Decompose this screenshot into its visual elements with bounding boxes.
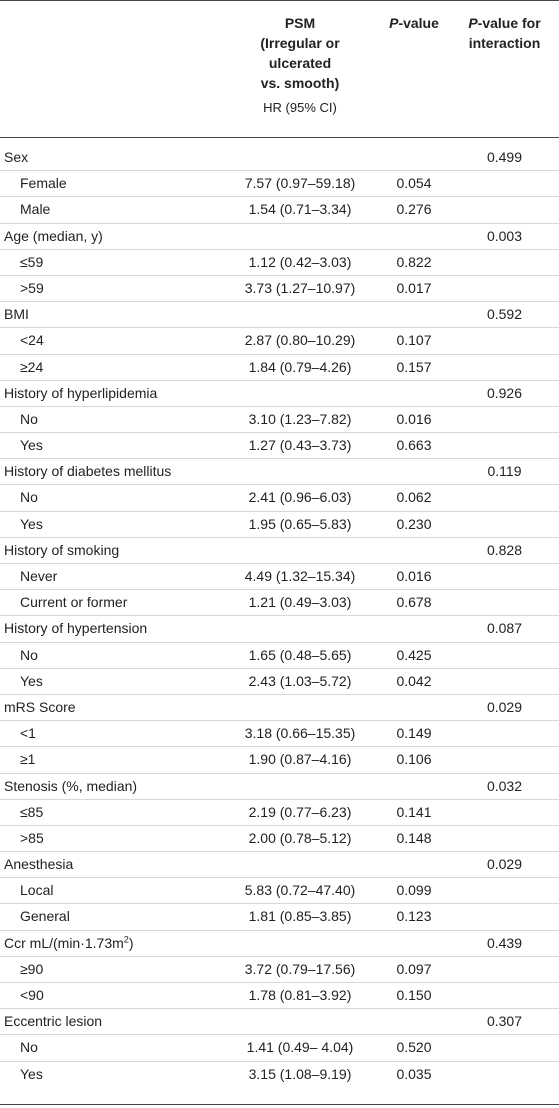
row-p-value: 0.230 (396, 515, 432, 532)
header-pint-italic: P (468, 15, 478, 31)
header-pint-rest: -value for (477, 15, 541, 31)
table-row-subgroup (0, 276, 559, 302)
row-hr-ci: 3.15 (1.08–9.19) (248, 1065, 352, 1082)
bottom-rule (0, 1104, 559, 1105)
row-hr-ci: 2.87 (0.80–10.29) (244, 332, 356, 349)
table-row-subgroup (0, 747, 559, 773)
row-label-text: Yes (20, 1065, 43, 1082)
row-p-interaction: 0.119 (487, 463, 522, 480)
header-pint-line2: interaction (468, 35, 541, 51)
row-label (4, 931, 133, 956)
row-p-interaction: 0.087 (486, 620, 523, 637)
row-label (4, 145, 28, 170)
row-label (20, 197, 50, 222)
row-p-value: 0.150 (396, 987, 432, 1003)
row-label-superscript: 2 (123, 933, 129, 944)
row-label (20, 957, 43, 982)
header-p-italic: P (389, 15, 399, 31)
row-p-value: 0.106 (396, 751, 432, 768)
row-label (4, 538, 119, 563)
row-hr-ci: 5.83 (0.72–47.40) (244, 882, 356, 899)
table-row-subgroup (0, 433, 559, 459)
row-label-text: History of diabetes mellitus (4, 463, 172, 480)
row-hr-ci: 1.41 (0.49– 4.04) (246, 1039, 354, 1056)
row-label-text: Current or former (20, 594, 128, 611)
row-label (20, 590, 127, 615)
row-label (4, 459, 171, 484)
row-label (4, 695, 76, 720)
row-p-interaction: 0.029 (486, 856, 523, 873)
table-row-subgroup (0, 250, 559, 276)
row-label (20, 1062, 43, 1087)
table-row-subgroup (0, 355, 559, 381)
row-label-text: Stenosis (%, median) (4, 777, 138, 794)
row-label-text: No (20, 410, 38, 427)
row-label-text: ≥1 (20, 751, 36, 768)
table-row-subgroup (0, 826, 559, 852)
table-row-category (0, 931, 559, 957)
row-p-value: 0.149 (396, 725, 432, 742)
row-p-value: 0.035 (396, 1065, 432, 1082)
table-row-subgroup (0, 328, 559, 354)
row-label (20, 983, 44, 1008)
row-label-text: BMI (4, 306, 29, 323)
row-label (20, 669, 43, 694)
row-label (20, 276, 44, 301)
row-label (20, 1035, 38, 1060)
row-label (20, 564, 57, 589)
row-label-text: No (20, 489, 38, 506)
row-p-value: 0.062 (396, 489, 432, 506)
row-label (20, 355, 43, 380)
table-row-subgroup (0, 1035, 559, 1061)
header-p-value (378, 13, 450, 33)
row-label-text: ≤59 (20, 253, 44, 270)
row-p-value: 0.678 (396, 594, 432, 611)
row-p-value: 0.054 (396, 175, 432, 192)
table-row-subgroup (0, 904, 559, 930)
row-label (20, 800, 43, 825)
row-label (20, 747, 35, 772)
table-row-subgroup (0, 1062, 559, 1088)
row-label-text: Never (20, 568, 58, 584)
table-row-category (0, 145, 559, 171)
table-row-category (0, 695, 559, 721)
row-label (4, 616, 147, 641)
row-p-value: 0.016 (396, 568, 432, 584)
row-p-interaction: 0.032 (486, 777, 523, 794)
row-p-value: 0.276 (396, 201, 432, 218)
row-p-interaction: 0.029 (486, 698, 523, 715)
row-label (4, 774, 137, 799)
row-hr-ci: 1.12 (0.42–3.03) (248, 253, 352, 270)
row-label-text: Ccr mL/(min·1.73m (4, 934, 124, 951)
row-p-value: 0.099 (396, 882, 432, 899)
row-label-text: ≤85 (20, 803, 44, 820)
row-label (4, 224, 103, 249)
row-p-interaction: 0.307 (486, 1013, 523, 1030)
header-psm (230, 13, 370, 118)
row-p-interaction: 0.828 (486, 541, 523, 558)
row-p-value: 0.016 (396, 410, 432, 427)
row-hr-ci: 1.95 (0.65–5.83) (248, 515, 352, 532)
row-p-interaction: 0.003 (486, 227, 523, 244)
row-hr-ci: 1.65 (0.48–5.65) (248, 646, 352, 663)
table-row-subgroup (0, 669, 559, 695)
row-label (20, 328, 44, 353)
table-row-subgroup (0, 590, 559, 616)
header-p-interaction (450, 13, 559, 53)
row-p-value: 0.520 (396, 1039, 432, 1056)
table-row-category (0, 381, 559, 407)
row-label-text: <24 (20, 332, 44, 349)
table-row-subgroup (0, 485, 559, 511)
row-hr-ci: 1.81 (0.85–3.85) (248, 908, 352, 925)
row-label-suffix: ) (128, 934, 134, 951)
table-row-subgroup (0, 878, 559, 904)
table-row-category (0, 224, 559, 250)
row-hr-ci: 2.43 (1.03–5.72) (248, 672, 352, 689)
row-p-value: 0.148 (396, 829, 432, 846)
row-p-interaction: 0.499 (486, 149, 523, 165)
table-row-category (0, 852, 559, 878)
table-row-subgroup (0, 721, 559, 747)
row-label (4, 852, 73, 877)
row-label (4, 1009, 102, 1034)
row-label (20, 826, 44, 851)
header-psm-line-4: vs. smooth) (260, 75, 340, 91)
table-row-subgroup (0, 197, 559, 223)
table-row-subgroup (0, 171, 559, 197)
table-row-category (0, 302, 559, 328)
row-label-text: Yes (20, 515, 43, 532)
row-p-interaction: 0.592 (486, 306, 523, 323)
row-label (20, 512, 43, 537)
row-label-text: <1 (20, 725, 36, 742)
row-label-text: Male (20, 201, 51, 218)
row-p-value: 0.123 (396, 908, 432, 925)
row-hr-ci: 2.00 (0.78–5.12) (248, 829, 352, 846)
table-row-category (0, 616, 559, 642)
row-label-text: ≥24 (20, 358, 44, 375)
row-hr-ci: 1.84 (0.79–4.26) (248, 358, 352, 375)
row-p-value: 0.425 (396, 646, 432, 663)
row-label (4, 381, 157, 406)
row-label-text: ≥90 (20, 960, 44, 977)
row-label-text: No (20, 646, 38, 663)
row-label (20, 878, 53, 903)
table-row-subgroup (0, 564, 559, 590)
row-label (20, 433, 43, 458)
table-row-category (0, 538, 559, 564)
row-label-text: >59 (20, 279, 44, 296)
row-hr-ci: 1.21 (0.49–3.03) (248, 594, 352, 611)
row-label-text: mRS Score (4, 698, 76, 715)
row-label-text: Female (20, 175, 67, 192)
row-label-text: Anesthesia (4, 856, 74, 873)
row-label (20, 171, 67, 196)
row-label-text: Age (median, y) (4, 227, 103, 244)
header-psm-line-2: (Irregular or (260, 35, 340, 51)
row-p-value: 0.141 (396, 803, 432, 820)
row-label-text: >85 (20, 829, 44, 846)
row-label (20, 643, 38, 668)
row-p-value: 0.822 (396, 253, 432, 270)
table-row-subgroup (0, 407, 559, 433)
row-label-text: No (20, 1039, 38, 1056)
row-label (20, 407, 38, 432)
row-hr-ci: 1.78 (0.81–3.92) (248, 987, 352, 1003)
table-row-subgroup (0, 983, 559, 1009)
header-hr-ci: HR (95% CI) (263, 100, 337, 115)
row-label-text: Sex (4, 149, 29, 165)
table-row-subgroup (0, 643, 559, 669)
header-psm-line-3: ulcerated (268, 55, 332, 71)
table-row-subgroup (0, 512, 559, 538)
row-label-text: History of smoking (4, 541, 120, 558)
row-p-value: 0.107 (396, 332, 432, 349)
row-p-value: 0.663 (396, 437, 432, 454)
row-label-text: Local (20, 882, 54, 899)
row-hr-ci: 1.27 (0.43–3.73) (248, 437, 352, 454)
row-hr-ci: 4.49 (1.32–15.34) (244, 568, 356, 584)
row-label-text: Yes (20, 437, 43, 454)
header-p-rest: -value (398, 15, 439, 31)
row-p-value: 0.042 (396, 672, 432, 689)
row-p-value: 0.097 (396, 960, 432, 977)
row-hr-ci: 3.73 (1.27–10.97) (244, 279, 356, 296)
row-label-text: History of hypertension (4, 620, 148, 637)
table-row-subgroup (0, 957, 559, 983)
header-psm-line-1: PSM (284, 15, 316, 31)
row-p-value: 0.017 (396, 279, 432, 296)
row-hr-ci: 2.19 (0.77–6.23) (248, 803, 352, 820)
row-label-text: <90 (20, 987, 44, 1003)
table-row-subgroup (0, 800, 559, 826)
row-hr-ci: 3.10 (1.23–7.82) (248, 410, 352, 427)
row-p-value: 0.157 (396, 358, 432, 375)
row-p-interaction: 0.439 (486, 934, 523, 951)
row-label (20, 485, 38, 510)
row-label-text: History of hyperlipidemia (4, 384, 158, 401)
table-row-category (0, 774, 559, 800)
row-label (20, 721, 36, 746)
row-label (4, 302, 29, 327)
table-row-category (0, 1009, 559, 1035)
table-body (0, 145, 559, 1088)
row-label (20, 904, 70, 929)
row-label-text: Eccentric lesion (4, 1013, 103, 1030)
row-hr-ci: 1.54 (0.71–3.34) (248, 201, 352, 218)
row-hr-ci: 1.90 (0.87–4.16) (248, 751, 352, 768)
row-label-text: General (20, 908, 70, 925)
table-header (0, 1, 559, 138)
row-hr-ci: 3.18 (0.66–15.35) (244, 725, 356, 742)
table-row-category (0, 459, 559, 485)
row-hr-ci: 7.57 (0.97–59.18) (244, 175, 356, 192)
row-label-text: Yes (20, 672, 43, 689)
row-hr-ci: 3.72 (0.79–17.56) (244, 960, 356, 977)
row-p-interaction: 0.926 (486, 384, 523, 401)
row-label (20, 250, 43, 275)
row-hr-ci: 2.41 (0.96–6.03) (248, 489, 352, 506)
